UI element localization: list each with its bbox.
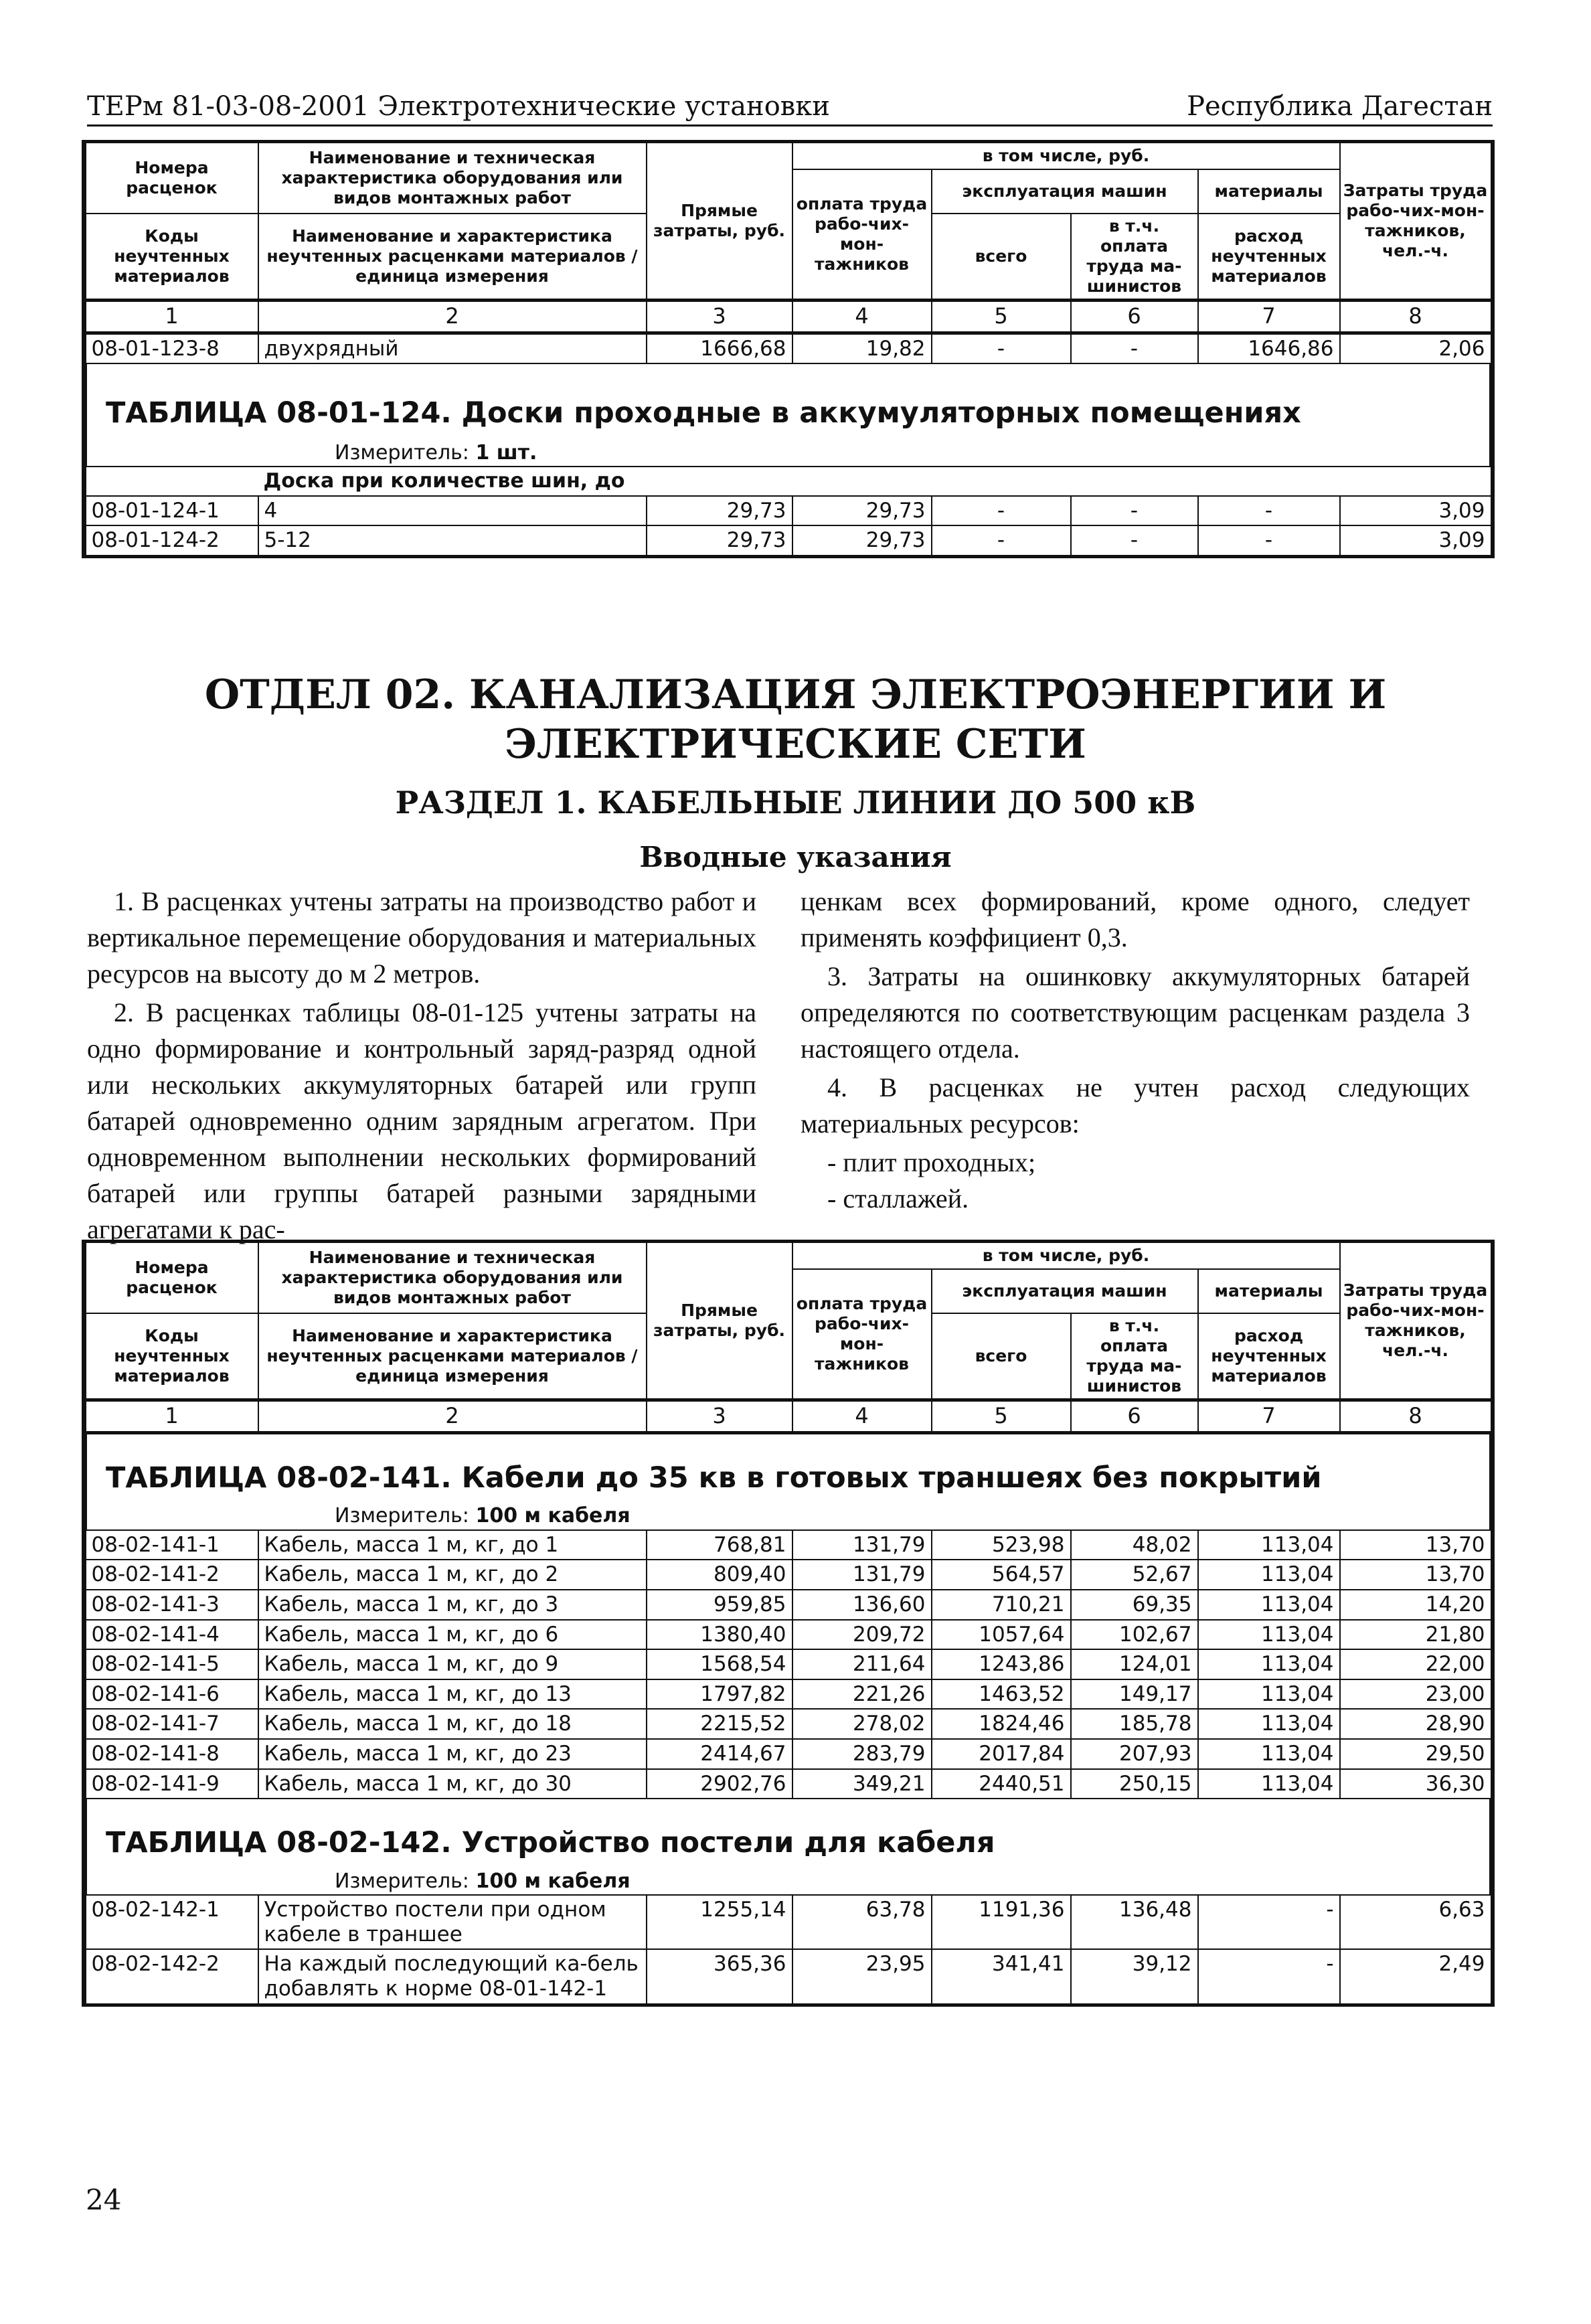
cell-value: 13,70	[1340, 1560, 1491, 1590]
col-num: 5	[932, 301, 1071, 333]
rate-description: Кабель, масса 1 м, кг, до 1	[258, 1530, 647, 1560]
cell-value: 48,02	[1071, 1530, 1198, 1560]
cell-value: 52,67	[1071, 1560, 1198, 1590]
cell-value: 14,20	[1340, 1590, 1491, 1620]
cell-value: 22,00	[1340, 1649, 1491, 1679]
cell-value: 113,04	[1198, 1709, 1340, 1739]
hdr-direct-costs: Прямые затраты, руб.	[647, 1242, 792, 1400]
rate-description: Кабель, масса 1 м, кг, до 18	[258, 1709, 647, 1739]
col-num: 3	[647, 1400, 792, 1433]
cell-value: 1568,54	[647, 1649, 792, 1679]
table-measure	[86, 1503, 1491, 1529]
table-measure	[86, 1868, 1491, 1895]
table-141-body	[86, 1530, 1491, 1799]
cell-value: 349,21	[792, 1769, 932, 1799]
table-row	[86, 1530, 1491, 1560]
cell-value: 1463,52	[932, 1679, 1071, 1710]
cell-value: 113,04	[1198, 1560, 1340, 1590]
rate-code: 08-02-141-2	[86, 1560, 258, 1590]
hdr-work-name: Наименование и техническая характеристика оборудования или видов монтажных работ	[258, 143, 647, 214]
hdr-direct-costs: Прямые затраты, руб.	[647, 143, 792, 301]
table-row	[86, 333, 1491, 363]
intro-paragraph: 1. В расценках учтены затраты на производство работ и вертикальное перемещение оборудования и материальных ресурсов на высоту до м 2 метров.	[87, 886, 756, 989]
hdr-worker-pay: оплата труда рабо-чих-мон-тажников	[792, 1269, 932, 1400]
hdr-rate-numbers: Номера расценок	[86, 143, 258, 214]
cell-value: 1797,82	[647, 1679, 792, 1710]
cell-value: 136,48	[1071, 1895, 1198, 1949]
intro-paragraph: 3. Затраты на ошинковку аккумуляторных батарей определяются по соответствующим расценкам раздела 3 настоящего отдела.	[801, 961, 1470, 1064]
rate-code: 08-02-141-8	[86, 1739, 258, 1769]
column-numbers-row	[86, 1400, 1491, 1433]
rate-code: 08-01-124-2	[86, 525, 258, 556]
otdel-heading-line1: ОТДЕЛ 02. КАНАЛИЗАЦИЯ ЭЛЕКТРОЭНЕРГИИ И	[204, 671, 1387, 718]
cell-value: 207,93	[1071, 1739, 1198, 1769]
intro-left-column	[87, 884, 756, 1250]
cell-value: 29,73	[792, 525, 932, 556]
hdr-machines-total: всего	[932, 1313, 1071, 1400]
cell-value: 278,02	[792, 1709, 932, 1739]
table-row	[86, 1949, 1491, 2003]
cell-value: 29,50	[1340, 1739, 1491, 1769]
cell-value: 28,90	[1340, 1709, 1491, 1739]
cell-value: 959,85	[647, 1590, 792, 1620]
cell-value: 2440,51	[932, 1769, 1071, 1799]
cell-value: 21,80	[1340, 1620, 1491, 1650]
cell-value: 3,09	[1340, 496, 1491, 526]
cell-value: 13,70	[1340, 1530, 1491, 1560]
table-row	[86, 1769, 1491, 1799]
cell-value: 131,79	[792, 1560, 932, 1590]
rate-description: Кабель, масса 1 м, кг, до 23	[258, 1739, 647, 1769]
cell-value: 113,04	[1198, 1590, 1340, 1620]
table-title: ТАБЛИЦА 08-02-142. Устройство постели для кабеля	[86, 1799, 1491, 1868]
cell-value: -	[932, 496, 1071, 526]
measure-label: Измеритель:	[335, 1504, 469, 1528]
cell-value: -	[932, 525, 1071, 556]
hdr-labor-hours: Затраты труда рабо-чих-мон-тажников, чел.-ч.	[1340, 1242, 1491, 1400]
cell-value: 29,73	[647, 525, 792, 556]
table-subheading: Доска при количестве шин, до	[258, 467, 1491, 495]
table-measure	[86, 440, 1491, 467]
cell-value: 113,04	[1198, 1530, 1340, 1560]
cell-value: 29,73	[647, 496, 792, 526]
intro-heading: Вводные указания	[639, 841, 952, 874]
hdr-labor-hours: Затраты труда рабо-чих-мон-тажников, чел.-ч.	[1340, 143, 1491, 301]
cell-value: -	[1198, 496, 1340, 526]
table-row	[86, 1709, 1491, 1739]
col-num: 8	[1340, 1400, 1491, 1433]
column-numbers-row	[86, 301, 1491, 333]
cell-value: 768,81	[647, 1530, 792, 1560]
cell-value: 2017,84	[932, 1739, 1071, 1769]
cell-value: 365,36	[647, 1949, 792, 2003]
hdr-including: в том числе, руб.	[792, 143, 1340, 169]
hdr-including: в том числе, руб.	[792, 1242, 1340, 1269]
header-region: Республика Дагестан	[1187, 91, 1493, 122]
rates-table-bottom	[84, 1242, 1493, 2005]
cell-value: 39,12	[1071, 1949, 1198, 2003]
cell-value: 113,04	[1198, 1769, 1340, 1799]
col-num: 4	[792, 301, 932, 333]
cell-value: 29,73	[792, 496, 932, 526]
hdr-worker-pay: оплата труда рабо-чих-мон-тажников	[792, 169, 932, 301]
rate-description: двухрядный	[258, 333, 647, 363]
cell-value: 185,78	[1071, 1709, 1198, 1739]
cell-value: 211,64	[792, 1649, 932, 1679]
cell-value: 1255,14	[647, 1895, 792, 1949]
measure-label: Измеритель:	[335, 1869, 469, 1893]
measure-value: 100 м кабеля	[475, 1504, 631, 1528]
cell-value: 250,15	[1071, 1769, 1198, 1799]
cell-value: 1380,40	[647, 1620, 792, 1650]
rate-code: 08-02-142-1	[86, 1895, 258, 1949]
rate-code: 08-01-123-8	[86, 333, 258, 363]
cell-value: 2414,67	[647, 1739, 792, 1769]
cell-value: 69,35	[1071, 1590, 1198, 1620]
rate-description: Кабель, масса 1 м, кг, до 13	[258, 1679, 647, 1710]
cell-value: 3,09	[1340, 525, 1491, 556]
rate-code: 08-02-142-2	[86, 1949, 258, 2003]
cell-value: 113,04	[1198, 1649, 1340, 1679]
table-row	[86, 1560, 1491, 1590]
intro-right-column	[801, 884, 1470, 1217]
col-num: 1	[86, 1400, 258, 1433]
table-row	[86, 1739, 1491, 1769]
col-num: 7	[1198, 1400, 1340, 1433]
cell-value: 1824,46	[932, 1709, 1071, 1739]
header-title: ТЕРм 81-03-08-2001 Электротехнические установки	[87, 91, 830, 122]
table-142-body	[86, 1895, 1491, 2003]
cell-value: 1191,36	[932, 1895, 1071, 1949]
cell-value: 221,26	[792, 1679, 932, 1710]
hdr-rate-numbers: Номера расценок	[86, 1242, 258, 1313]
cell-value: 283,79	[792, 1739, 932, 1769]
rate-code: 08-02-141-3	[86, 1590, 258, 1620]
rate-description: Кабель, масса 1 м, кг, до 6	[258, 1620, 647, 1650]
hdr-machines: эксплуатация машин	[932, 1269, 1198, 1313]
col-num: 1	[86, 301, 258, 333]
measure-label: Измеритель:	[335, 441, 469, 465]
razdel-heading: РАЗДЕЛ 1. КАБЕЛЬНЫЕ ЛИНИИ ДО 500 кВ	[395, 784, 1196, 821]
rate-description: 5-12	[258, 525, 647, 556]
table-title: ТАБЛИЦА 08-02-141. Кабели до 35 кв в готовых траншеях без покрытий	[86, 1432, 1491, 1503]
rate-description: 4	[258, 496, 647, 526]
hdr-materials: материалы	[1198, 1269, 1340, 1313]
hdr-material-consumption: расход неучтенных материалов	[1198, 1313, 1340, 1400]
hdr-material-codes: Коды неучтенных материалов	[86, 1313, 258, 1400]
measure-value: 100 м кабеля	[475, 1869, 631, 1893]
otdel-heading-line2: ЭЛЕКТРИЧЕСКИЕ СЕТИ	[505, 721, 1086, 768]
cell-value: 2215,52	[647, 1709, 792, 1739]
rate-code: 08-02-141-9	[86, 1769, 258, 1799]
cell-value: 63,78	[792, 1895, 932, 1949]
cell-value: 113,04	[1198, 1620, 1340, 1650]
cell-value: 149,17	[1071, 1679, 1198, 1710]
cell-value: 2902,76	[647, 1769, 792, 1799]
hdr-material-codes: Коды неучтенных материалов	[86, 214, 258, 301]
cell-value: 136,60	[792, 1590, 932, 1620]
col-num: 5	[932, 1400, 1071, 1433]
rate-code: 08-02-141-5	[86, 1649, 258, 1679]
rate-code: 08-01-124-1	[86, 496, 258, 526]
cell-value: 23,95	[792, 1949, 932, 2003]
page-number: 24	[86, 2183, 122, 2216]
hdr-material-consumption: расход неучтенных материалов	[1198, 214, 1340, 301]
rate-code: 08-02-141-7	[86, 1709, 258, 1739]
cell-value: 23,00	[1340, 1679, 1491, 1710]
cell-value: -	[932, 333, 1071, 363]
hdr-work-name: Наименование и техническая характеристика оборудования или видов монтажных работ	[258, 1242, 647, 1313]
cell-value: 710,21	[932, 1590, 1071, 1620]
table-row	[86, 496, 1491, 526]
hdr-material-names: Наименование и характеристика неучтенных расценками материалов / единица измерения	[258, 214, 647, 301]
intro-list-item: - сталлажей.	[827, 1183, 969, 1214]
cell-value: -	[1198, 525, 1340, 556]
cell-value: 102,67	[1071, 1620, 1198, 1650]
rate-description: Кабель, масса 1 м, кг, до 3	[258, 1590, 647, 1620]
hdr-materials: материалы	[1198, 169, 1340, 214]
intro-list-item: - плит проходных;	[827, 1147, 1036, 1177]
cell-value: -	[1071, 525, 1198, 556]
running-header	[87, 86, 1493, 127]
intro-paragraph: ценкам всех формирований, кроме одного, следует применять коэффициент 0,3.	[801, 886, 1470, 952]
cell-value: -	[1198, 1949, 1340, 2003]
cell-value: 1243,86	[932, 1649, 1071, 1679]
table-row	[86, 1649, 1491, 1679]
cell-value: -	[1071, 496, 1198, 526]
table-row	[86, 1590, 1491, 1620]
cell-value: 1666,68	[647, 333, 792, 363]
hdr-material-names: Наименование и характеристика неучтенных расценками материалов / единица измерения	[258, 1313, 647, 1400]
cell-value: 2,06	[1340, 333, 1491, 363]
empty-cell	[86, 467, 258, 495]
table-row	[86, 525, 1491, 556]
col-num: 2	[258, 301, 647, 333]
table-row	[86, 1679, 1491, 1710]
intro-paragraph: 4. В расценках не учтен расход следующих материальных ресурсов:	[801, 1072, 1470, 1139]
cell-value: 36,30	[1340, 1769, 1491, 1799]
hdr-machines: эксплуатация машин	[932, 169, 1198, 214]
cell-value: 6,63	[1340, 1895, 1491, 1949]
col-num: 4	[792, 1400, 932, 1433]
cell-value: 131,79	[792, 1530, 932, 1560]
col-num: 2	[258, 1400, 647, 1433]
intro-paragraph: 2. В расценках таблицы 08-01-125 учтены затраты на одно формирование и контрольный заряд-разряд одной или нескольких аккумуляторных батарей или групп батарей одновременно одним зарядным агрегатом. При одновременном выполнении нескольких формирований батарей или группы батарей разными зарядными агрегатами к рас-	[87, 997, 756, 1244]
table-row	[86, 1895, 1491, 1949]
col-num: 8	[1340, 301, 1491, 333]
cell-value: 523,98	[932, 1530, 1071, 1560]
cell-value: 124,01	[1071, 1649, 1198, 1679]
rate-code: 08-02-141-4	[86, 1620, 258, 1650]
table-title: ТАБЛИЦА 08-01-124. Доски проходные в аккумуляторных помещениях	[86, 363, 1491, 440]
rate-description: Кабель, масса 1 м, кг, до 2	[258, 1560, 647, 1590]
rates-table-top	[84, 142, 1493, 556]
cell-value: -	[1071, 333, 1198, 363]
rate-code: 08-02-141-6	[86, 1679, 258, 1710]
hdr-machinist-pay: в т.ч. оплата труда ма-шинистов	[1071, 214, 1198, 301]
rate-code: 08-02-141-1	[86, 1530, 258, 1560]
cell-value: 1646,86	[1198, 333, 1340, 363]
rate-description: Кабель, масса 1 м, кг, до 9	[258, 1649, 647, 1679]
cell-value: 209,72	[792, 1620, 932, 1650]
hdr-machines-total: всего	[932, 214, 1071, 301]
rate-description: Устройство постели при одном кабеле в траншее	[258, 1895, 647, 1949]
cell-value: 113,04	[1198, 1739, 1340, 1769]
cell-value: 2,49	[1340, 1949, 1491, 2003]
cell-value: 19,82	[792, 333, 932, 363]
cell-value: 809,40	[647, 1560, 792, 1590]
cell-value: 113,04	[1198, 1679, 1340, 1710]
col-num: 6	[1071, 1400, 1198, 1433]
rate-description: Кабель, масса 1 м, кг, до 30	[258, 1769, 647, 1799]
hdr-machinist-pay: в т.ч. оплата труда ма-шинистов	[1071, 1313, 1198, 1400]
cell-value: 564,57	[932, 1560, 1071, 1590]
rate-description: На каждый последующий ка-бель добавлять к норме 08-01-142-1	[258, 1949, 647, 2003]
col-num: 6	[1071, 301, 1198, 333]
measure-value: 1 шт.	[475, 441, 537, 465]
table-row	[86, 1620, 1491, 1650]
cell-value: -	[1198, 1895, 1340, 1949]
col-num: 7	[1198, 301, 1340, 333]
col-num: 3	[647, 301, 792, 333]
cell-value: 1057,64	[932, 1620, 1071, 1650]
cell-value: 341,41	[932, 1949, 1071, 2003]
